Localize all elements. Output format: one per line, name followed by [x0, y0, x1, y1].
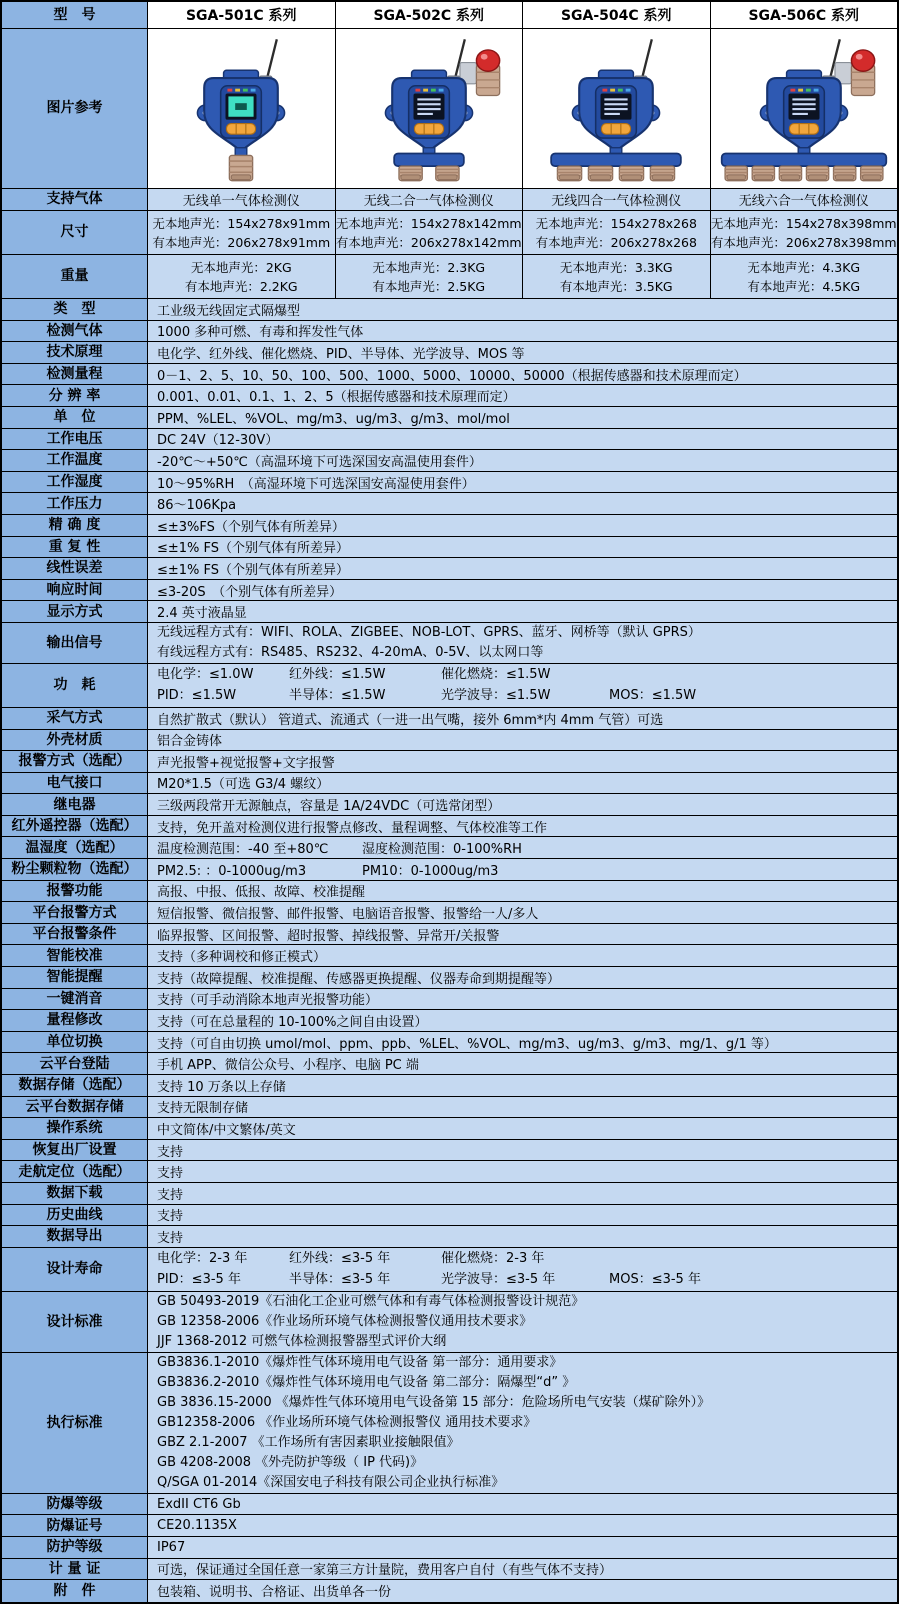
row-label: 温湿度（选配） [2, 837, 148, 858]
spec-row-16 [2, 537, 897, 559]
spec-row-39 [2, 1075, 897, 1097]
spec-grid-item: 电化学：≤1.0W [157, 667, 254, 683]
spec-value-line: GB 50493-2019《石油化工企业可燃气体和有毒气体检测报警设计规范》 [157, 1293, 585, 1309]
row-content [148, 211, 897, 254]
row-label: 单 位 [2, 407, 148, 428]
row-label: 重量 [2, 255, 148, 298]
spec-value: M20*1.5（可选 G3/4 螺纹） [157, 777, 330, 793]
spec-row-20 [2, 623, 897, 664]
spec-value-line: JJF 1368-2012 可燃气体检测报警器型式评价大纲 [157, 1333, 447, 1349]
spec-value-cell [148, 255, 336, 298]
row-content [148, 1353, 897, 1493]
row-label: 设计标准 [2, 1292, 148, 1352]
spec-pair-item: 温度检测范围：-40 至+80℃ [157, 842, 329, 858]
spec-grid-item: 光学波导：≤1.5W [441, 688, 551, 704]
row-label: 执行标准 [2, 1353, 148, 1493]
row-label: 技术原理 [2, 342, 148, 363]
spec-value-line: 有本地声光：2.5KG [372, 278, 486, 294]
spec-value: 高报、中报、低报、故障、校准提醒 [157, 885, 366, 901]
spec-row-52 [2, 1537, 897, 1559]
row-content [148, 2, 897, 28]
row-content [148, 472, 897, 493]
row-label: 采气方式 [2, 708, 148, 729]
row-content [148, 794, 897, 815]
spec-row-35 [2, 989, 897, 1011]
spec-value-line: 无本地声光：154x278x268 [535, 215, 697, 231]
spec-row-40 [2, 1097, 897, 1119]
spec-row-9 [2, 385, 897, 407]
row-content [148, 255, 897, 298]
spec-value-line: 无本地声光：154x278x398mm [710, 215, 897, 231]
row-content [148, 385, 897, 406]
spec-grid-item: 红外线：≤1.5W [289, 667, 386, 683]
row-content [148, 537, 897, 558]
spec-value: ≤3-20S （个别气体有所差异） [157, 584, 343, 600]
spec-row-48 [2, 1292, 897, 1353]
row-content [148, 1580, 897, 1602]
model-header-cell: SGA-501C 系列 [148, 2, 336, 28]
spec-value: 86～106Kpa [157, 498, 237, 514]
spec-value-cell [336, 255, 524, 298]
row-label: 显示方式 [2, 601, 148, 622]
spec-value-cell [336, 211, 524, 254]
spec-value-line: 无线远程方式有：WIFI、ROLA、ZIGBEE、NOB-LOT、GPRS、蓝牙、网桥等（默认 GPRS） [157, 624, 701, 640]
row-content [148, 1559, 897, 1580]
row-label: 功 耗 [2, 664, 148, 707]
spec-row-44 [2, 1183, 897, 1205]
row-content [148, 299, 897, 320]
spec-value: ≤±1% FS（个别气体有所差异） [157, 541, 350, 557]
spec-grid-item: PID：≤1.5W [157, 688, 237, 704]
spec-row-11 [2, 429, 897, 451]
row-content [148, 664, 897, 707]
spec-row-4 [2, 255, 897, 299]
spec-value-line: 有本地声光：4.5KG [747, 278, 861, 294]
spec-value-cell: 无线四合一气体检测仪 [523, 189, 711, 210]
device-image-cell [523, 29, 711, 188]
row-label: 附 件 [2, 1580, 148, 1602]
row-content [148, 580, 897, 601]
row-content [148, 773, 897, 794]
row-label: 红外遥控器（选配） [2, 816, 148, 837]
spec-pair-item: 湿度检测范围：0-100%RH [362, 842, 522, 858]
spec-value-cell [711, 255, 898, 298]
row-label: 防爆证号 [2, 1515, 148, 1536]
row-label: 云平台数据存储 [2, 1097, 148, 1118]
row-label: 支持气体 [2, 189, 148, 210]
device-image-cell [336, 29, 524, 188]
device-image-1 [338, 34, 520, 184]
row-label: 操作系统 [2, 1118, 148, 1139]
spec-row-32 [2, 924, 897, 946]
row-content [148, 515, 897, 536]
spec-grid-item: 半导体：≤3-5 年 [289, 1272, 391, 1288]
spec-row-22 [2, 708, 897, 730]
spec-value: 支持（多种调校和修正模式） [157, 950, 327, 966]
spec-row-19 [2, 601, 897, 623]
spec-row-2 [2, 189, 897, 211]
spec-row-27 [2, 816, 897, 838]
row-content [148, 429, 897, 450]
spec-value: 支持（故障提醒、校准提醒、传感器更换提醒、仪器寿命到期提醒等） [157, 971, 561, 987]
row-label: 型 号 [2, 2, 148, 28]
row-content [148, 730, 897, 751]
spec-value: 支持（可手动消除本地声光报警功能） [157, 993, 379, 1009]
row-content [148, 1292, 897, 1352]
spec-value: 0－1、2、5、10、50、100、500、1000、5000、10000、50000（根据传感器和技术原理而定） [157, 368, 747, 384]
device-image-2 [525, 34, 707, 184]
row-content [148, 1226, 897, 1247]
spec-row-38 [2, 1053, 897, 1075]
row-content [148, 1183, 897, 1204]
row-content [148, 989, 897, 1010]
spec-value: DC 24V（12-30V） [157, 433, 279, 449]
spec-value-line: 无本地声光：154x278x91mm [152, 215, 331, 231]
row-label: 工作温度 [2, 450, 148, 471]
row-label: 工作电压 [2, 429, 148, 450]
spec-row-30 [2, 881, 897, 903]
spec-value-cell: 无线二合一气体检测仪 [336, 189, 524, 210]
row-content [148, 881, 897, 902]
spec-value: 工业级无线固定式隔爆型 [157, 303, 301, 319]
spec-value: 支持无限制存储 [157, 1101, 249, 1117]
row-content [148, 751, 897, 772]
row-content [148, 1161, 897, 1182]
device-image-3 [713, 34, 895, 184]
row-content [148, 1097, 897, 1118]
spec-value: 电化学、红外线、催化燃烧、PID、半导体、光学波导、MOS 等 [157, 346, 525, 362]
spec-pair-item: PM2.5: ：0-1000ug/m3 [157, 863, 307, 879]
row-label: 粉尘颗粒物（选配） [2, 859, 148, 880]
spec-value-multiline [148, 623, 897, 663]
spec-row-54 [2, 1580, 897, 1602]
row-content [148, 859, 897, 880]
spec-value-line: 有本地声光：206x278x398mm [710, 234, 897, 250]
spec-row-51 [2, 1515, 897, 1537]
spec-row-29 [2, 859, 897, 881]
row-label: 工作压力 [2, 493, 148, 514]
spec-value-line: 无本地声光：4.3KG [747, 259, 861, 275]
row-content [148, 1075, 897, 1096]
row-label: 报警功能 [2, 881, 148, 902]
spec-value-line: GB3836.2-2010《爆炸性气体环境用电气设备 第二部分：隔爆型“d” 》 [157, 1374, 576, 1390]
spec-value: ≤±1% FS（个别气体有所差异） [157, 562, 350, 578]
spec-value-line: 无本地声光：3.3KG [559, 259, 673, 275]
device-image-cell [148, 29, 336, 188]
spec-grid-item: 催化燃烧：2-3 年 [441, 1251, 545, 1267]
spec-value: 1000 多种可燃、有毒和挥发性气体 [157, 325, 364, 341]
spec-value: 可选，保证通过全国任意一家第三方计量院，费用客户自付（有些气体不支持） [157, 1563, 613, 1579]
row-label: 继电器 [2, 794, 148, 815]
spec-row-47 [2, 1248, 897, 1292]
row-label: 外壳材质 [2, 730, 148, 751]
spec-row-53 [2, 1559, 897, 1581]
spec-value: CE20.1135X [157, 1518, 237, 1534]
row-content [148, 450, 897, 471]
spec-value: 支持 [157, 1209, 184, 1225]
spec-grid-item: PID：≤3-5 年 [157, 1272, 241, 1288]
spec-value: ExdII CT6 Gb [157, 1496, 241, 1512]
row-content [148, 1053, 897, 1074]
spec-value-multiline [148, 1292, 897, 1352]
spec-value: 短信报警、微信报警、邮件报警、电脑语音报警、报警给一人/多人 [157, 907, 539, 923]
row-label: 数据存储（选配） [2, 1075, 148, 1096]
spec-row-42 [2, 1140, 897, 1162]
spec-grid-item: 光学波导：≤3-5 年 [441, 1272, 556, 1288]
row-label: 输出信号 [2, 623, 148, 663]
row-label: 图片参考 [2, 29, 148, 188]
spec-row-6 [2, 321, 897, 343]
row-label: 单位切换 [2, 1032, 148, 1053]
spec-value: -20℃～+50℃（高温环境下可选深国安高温使用套件） [157, 454, 482, 470]
row-content [148, 321, 897, 342]
spec-grid-item: MOS：≤3-5 年 [609, 1272, 701, 1288]
row-content [148, 1140, 897, 1161]
spec-row-13 [2, 472, 897, 494]
spec-value-grid [148, 1248, 897, 1291]
spec-value-cell [523, 255, 711, 298]
spec-value: 临界报警、区间报警、超时报警、掉线报警、异常开/关报警 [157, 928, 500, 944]
spec-row-15 [2, 515, 897, 537]
spec-grid-item: 催化燃烧：≤1.5W [441, 667, 551, 683]
spec-value: 支持 10 万条以上存储 [157, 1079, 286, 1095]
spec-grid-item: 红外线：≤3-5 年 [289, 1251, 391, 1267]
spec-value-line: 无本地声光：154x278x142mm [335, 215, 522, 231]
spec-row-21 [2, 664, 897, 708]
spec-value: 支持（可在总量程的 10-100%之间自由设置） [157, 1015, 428, 1031]
spec-row-33 [2, 945, 897, 967]
spec-value: 0.001、0.01、0.1、1、2、5（根据传感器和技术原理而定） [157, 390, 516, 406]
spec-row-1 [2, 29, 897, 189]
model-header-cell: SGA-502C 系列 [336, 2, 524, 28]
spec-row-50 [2, 1494, 897, 1516]
spec-value-line: GB 3836.15-2000 《爆炸性气体环境用电气设备第 15 部分：危险场所电气安装（煤矿除外）》 [157, 1394, 711, 1410]
row-label: 走航定位（选配） [2, 1161, 148, 1182]
row-content [148, 945, 897, 966]
row-content [148, 837, 897, 858]
spec-value-cell [711, 211, 898, 254]
spec-value-grid [148, 664, 897, 707]
row-label: 防护等级 [2, 1537, 148, 1558]
spec-value-line [157, 1248, 897, 1269]
spec-value: 中文简体/中文繁体/英文 [157, 1122, 296, 1138]
spec-value-line [157, 664, 897, 685]
spec-value-line: 有本地声光：2.2KG [184, 278, 298, 294]
spec-value: 三级两段常开无源触点，容量是 1A/24VDC（可选常闭型） [157, 799, 501, 815]
spec-row-46 [2, 1226, 897, 1248]
spec-value-line: GB12358-2006 《作业场所环境气体检测报警仪 通用技术要求》 [157, 1414, 537, 1430]
spec-value-line: GB 12358-2006《作业场所环境气体检测报警仪通用技术要求》 [157, 1313, 533, 1329]
row-label: 智能提醒 [2, 967, 148, 988]
row-label: 计 量 证 [2, 1559, 148, 1580]
spec-row-28 [2, 837, 897, 859]
spec-value-line [157, 1269, 897, 1290]
row-label: 线性误差 [2, 558, 148, 579]
row-content [148, 364, 897, 385]
row-content [148, 407, 897, 428]
row-content [148, 623, 897, 663]
spec-row-12 [2, 450, 897, 472]
row-label: 历史曲线 [2, 1205, 148, 1226]
row-label: 检测气体 [2, 321, 148, 342]
spec-pair-item: PM10：0-1000ug/m3 [362, 863, 499, 879]
spec-value: 支持（可自由切换 umol/mol、ppm、ppb、%LEL、%VOL、mg/m3、ug/m3、g/m3、mg/1、g/1 等） [157, 1036, 777, 1052]
spec-value-cell: 无线六合一气体检测仪 [738, 194, 869, 209]
spec-row-14 [2, 493, 897, 515]
row-content [148, 902, 897, 923]
spec-value: PPM、%LEL、%VOL、mg/m3、ug/m3、g/m3、mol/mol [157, 411, 510, 427]
row-label: 平台报警条件 [2, 924, 148, 945]
spec-row-31 [2, 902, 897, 924]
row-content [148, 601, 897, 622]
spec-value: 手机 APP、微信公众号、小程序、电脑 PC 端 [157, 1058, 419, 1074]
spec-row-10 [2, 407, 897, 429]
spec-value: 声光报警+视觉报警+文字报警 [157, 755, 335, 771]
device-image-cell [711, 29, 898, 188]
row-content [148, 1248, 897, 1291]
row-label: 重 复 性 [2, 537, 148, 558]
row-content [148, 189, 897, 210]
spec-value: 包装箱、说明书、合格证、出货单各一份 [157, 1585, 392, 1601]
row-label: 电气接口 [2, 773, 148, 794]
row-label: 类 型 [2, 299, 148, 320]
spec-value: 支持 [157, 1144, 184, 1160]
spec-row-45 [2, 1205, 897, 1227]
spec-value: ≤±3%FS（个别气体有所差异） [157, 519, 345, 535]
row-label: 数据下载 [2, 1183, 148, 1204]
device-image-0 [150, 34, 332, 184]
model-header-cell: SGA-506C 系列 [711, 2, 898, 28]
spec-value-line: GB3836.1-2010《爆炸性气体环境用电气设备 第一部分：通用要求》 [157, 1354, 563, 1370]
row-label: 平台报警方式 [2, 902, 148, 923]
spec-row-34 [2, 967, 897, 989]
row-label: 智能校准 [2, 945, 148, 966]
spec-grid-item: 半导体：≤1.5W [289, 688, 386, 704]
spec-row-3 [2, 211, 897, 255]
spec-value-cell [523, 211, 711, 254]
row-content [148, 924, 897, 945]
row-label: 设计寿命 [2, 1248, 148, 1291]
row-label: 量程修改 [2, 1010, 148, 1031]
spec-value: IP67 [157, 1539, 186, 1555]
spec-value-line: 有线远程方式有：RS485、RS232、4-20mA、0-5V、以太网口等 [157, 644, 544, 660]
row-label: 精 确 度 [2, 515, 148, 536]
spec-row-18 [2, 580, 897, 602]
row-content [148, 1205, 897, 1226]
spec-value-line: 无本地声光：2.3KG [372, 259, 486, 275]
spec-value-pair [148, 837, 897, 858]
row-content [148, 493, 897, 514]
spec-value: 铝合金铸体 [157, 734, 223, 750]
spec-row-7 [2, 342, 897, 364]
row-label: 报警方式（选配） [2, 751, 148, 772]
row-content [148, 1494, 897, 1515]
spec-value: 支持，免开盖对检测仪进行报警点修改、量程调整、气体校准等工作 [157, 820, 548, 836]
row-content [148, 967, 897, 988]
row-label: 尺寸 [2, 211, 148, 254]
spec-value-line: GBZ 2.1-2007 《工作场所有害因素职业接触限值》 [157, 1434, 460, 1450]
spec-value-pair [148, 859, 897, 880]
row-content [148, 1515, 897, 1536]
spec-value-multiline [148, 1353, 897, 1493]
spec-value-line: 有本地声光：206x278x268 [535, 234, 697, 250]
spec-value: 2.4 英寸液晶显 [157, 606, 247, 622]
row-content [148, 29, 897, 188]
row-content [148, 558, 897, 579]
row-content [148, 1118, 897, 1139]
row-label: 工作湿度 [2, 472, 148, 493]
spec-row-24 [2, 751, 897, 773]
spec-value-line: 无本地声光：2KG [190, 259, 292, 275]
spec-value: 支持 [157, 1187, 184, 1203]
spec-value: 10～95%RH （高湿环境下可选深国安高湿使用套件） [157, 476, 475, 492]
spec-grid-item: MOS：≤1.5W [609, 688, 697, 704]
row-label: 恢复出厂设置 [2, 1140, 148, 1161]
row-content [148, 1010, 897, 1031]
spec-row-0 [2, 2, 897, 29]
row-label: 防爆等级 [2, 1494, 148, 1515]
spec-row-8 [2, 364, 897, 386]
spec-grid-item: 电化学：2-3 年 [157, 1251, 248, 1267]
row-content [148, 342, 897, 363]
spec-row-49 [2, 1353, 897, 1494]
row-label: 响应时间 [2, 580, 148, 601]
spec-value-cell [148, 211, 336, 254]
spec-row-43 [2, 1161, 897, 1183]
spec-row-36 [2, 1010, 897, 1032]
spec-value-line: Q/SGA 01-2014《深国安电子科技有限公司企业执行标准》 [157, 1474, 505, 1490]
spec-row-37 [2, 1032, 897, 1054]
spec-row-5 [2, 299, 897, 321]
row-content [148, 1537, 897, 1558]
spec-value-line: GB 4208-2008 《外壳防护等级（ IP 代码)》 [157, 1454, 424, 1470]
spec-row-41 [2, 1118, 897, 1140]
spec-row-25 [2, 773, 897, 795]
spec-value-line [157, 685, 897, 706]
spec-row-23 [2, 730, 897, 752]
row-label: 云平台登陆 [2, 1053, 148, 1074]
row-content [148, 816, 897, 837]
row-content [148, 1032, 897, 1053]
model-header-cell: SGA-504C 系列 [523, 2, 711, 28]
spec-value: 支持 [157, 1166, 184, 1182]
spec-row-26 [2, 794, 897, 816]
row-label: 数据导出 [2, 1226, 148, 1247]
spec-value-line: 有本地声光：206x278x91mm [152, 234, 331, 250]
spec-value-line: 有本地声光：3.5KG [559, 278, 673, 294]
row-label: 分 辨 率 [2, 385, 148, 406]
spec-value: 自然扩散式（默认） 管道式、流通式（一进一出气嘴，接外 6mm*内 4mm 气管）可选 [157, 712, 664, 728]
spec-value-line: 有本地声光：206x278x142mm [335, 234, 522, 250]
row-content [148, 708, 897, 729]
row-label: 检测量程 [2, 364, 148, 385]
spec-value: 支持 [157, 1230, 184, 1246]
spec-value-cell: 无线单一气体检测仪 [148, 189, 336, 210]
spec-row-17 [2, 558, 897, 580]
row-label: 一键消音 [2, 989, 148, 1010]
